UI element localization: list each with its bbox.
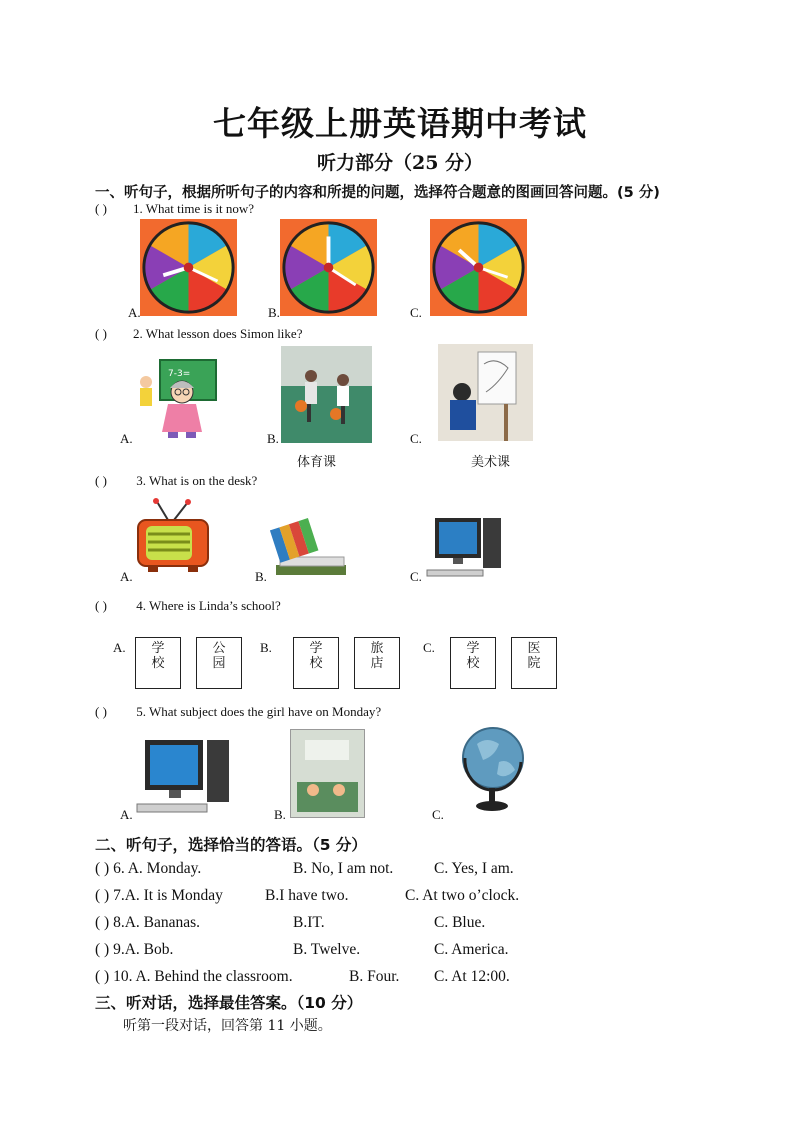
option-label: A. bbox=[128, 305, 141, 320]
question-4 bbox=[95, 598, 281, 614]
question-text: 4. Where is Linda’s school? bbox=[133, 598, 281, 613]
clock-icon bbox=[280, 219, 377, 316]
option-label: B. bbox=[274, 807, 286, 822]
clock-icon bbox=[140, 219, 237, 316]
answer-row-7-b: B.I have two. bbox=[265, 887, 349, 904]
books-icon bbox=[270, 517, 350, 579]
option-label: C. bbox=[410, 305, 422, 320]
option-label: B. bbox=[267, 431, 279, 446]
option-label: B. bbox=[260, 640, 272, 655]
page-subtitle: 听力部分（25 分） bbox=[316, 152, 484, 174]
caption-pe: 体育课 bbox=[297, 455, 337, 470]
option-label: B. bbox=[255, 569, 267, 584]
caption-art: 美术课 bbox=[471, 455, 511, 470]
place-box-park: 公 园 bbox=[196, 637, 242, 689]
question-text: 5. What subject does the girl have on Monday? bbox=[133, 704, 382, 719]
question-text: 1. What time is it now? bbox=[133, 201, 255, 216]
answer-row-6-a: ( ) 6. A. Monday. bbox=[95, 860, 202, 877]
book-cover-icon bbox=[291, 730, 364, 817]
option-label: A. bbox=[120, 569, 133, 584]
section-3-heading: 三、听对话，选择最佳答案。（10 分） bbox=[95, 994, 363, 1012]
section-1-heading: 一、听句子，根据所听句子的内容和所提的问题，选择符合题意的图画回答问题。(5 分) bbox=[95, 185, 660, 201]
answer-row-9-a: ( ) 9.A. Bob. bbox=[95, 941, 174, 958]
answer-row-8-a: ( ) 8.A. Bananas. bbox=[95, 914, 201, 931]
answer-row-8-b: B.IT. bbox=[293, 914, 325, 931]
question-2 bbox=[95, 326, 302, 342]
computer-image bbox=[425, 516, 507, 580]
question-text: 3. What is on the desk? bbox=[133, 473, 258, 488]
chinese-book-image bbox=[290, 729, 365, 818]
option-label: A. bbox=[120, 431, 133, 446]
answer-row-6-c: C. Yes, I am. bbox=[434, 860, 514, 877]
place-box-hotel: 旅 店 bbox=[354, 637, 400, 689]
option-label: A. bbox=[120, 807, 133, 822]
teacher-icon bbox=[132, 352, 222, 442]
globe-image bbox=[455, 722, 535, 814]
answer-row-10-a: ( ) 10. A. Behind the classroom. bbox=[95, 968, 293, 985]
answer-blank[interactable]: ( ) bbox=[95, 704, 107, 719]
svg-text:7-3=: 7-3= bbox=[168, 369, 191, 379]
answer-row-8-c: C. Blue. bbox=[434, 914, 486, 931]
clock-image-a bbox=[140, 219, 237, 316]
art-class-photo bbox=[438, 344, 533, 441]
question-1 bbox=[95, 201, 254, 217]
answer-blank[interactable]: ( ) bbox=[95, 473, 107, 488]
clock-image-c bbox=[430, 219, 527, 316]
basketball-icon bbox=[281, 346, 372, 443]
section-3-instruction: 听第一段对话，回答第 11 小题。 bbox=[123, 1018, 332, 1034]
option-label: C. bbox=[423, 640, 435, 655]
page-title: 七年级上册英语期中考试 bbox=[213, 104, 587, 143]
globe-icon bbox=[455, 722, 535, 814]
answer-row-9-b: B. Twelve. bbox=[293, 941, 361, 958]
option-label: B. bbox=[268, 305, 280, 320]
clock-icon bbox=[430, 219, 527, 316]
option-label: A. bbox=[113, 640, 126, 655]
place-box-school: 学 校 bbox=[135, 637, 181, 689]
answer-row-10-b: B. Four. bbox=[349, 968, 400, 985]
answer-row-10-c: C. At 12:00. bbox=[434, 968, 510, 985]
place-box-school: 学 校 bbox=[293, 637, 339, 689]
tv-image bbox=[134, 498, 212, 576]
books-image bbox=[270, 517, 350, 579]
question-5 bbox=[95, 704, 381, 720]
pe-class-photo bbox=[281, 346, 372, 443]
clock-image-b bbox=[280, 219, 377, 316]
answer-blank[interactable]: ( ) bbox=[95, 201, 107, 216]
answer-blank[interactable]: ( ) bbox=[95, 598, 107, 613]
question-3 bbox=[95, 473, 257, 489]
question-text: 2. What lesson does Simon like? bbox=[133, 326, 303, 341]
answer-row-9-c: C. America. bbox=[434, 941, 509, 958]
answer-row-7-c: C. At two o’clock. bbox=[405, 887, 520, 904]
option-label: C. bbox=[432, 807, 444, 822]
answer-blank[interactable]: ( ) bbox=[95, 326, 107, 341]
answer-row-7-a: ( ) 7.A. It is Monday bbox=[95, 887, 223, 904]
tv-icon bbox=[134, 498, 212, 576]
place-box-hospital: 医 院 bbox=[511, 637, 557, 689]
teacher-image bbox=[132, 352, 222, 442]
place-box-school: 学 校 bbox=[450, 637, 496, 689]
section-2-heading: 二、听句子，选择恰当的答语。（5 分） bbox=[95, 836, 367, 854]
painting-icon bbox=[438, 344, 533, 441]
option-label: C. bbox=[410, 431, 422, 446]
answer-row-6-b: B. No, I am not. bbox=[293, 860, 394, 877]
option-label: C. bbox=[410, 569, 422, 584]
computer-image-large bbox=[135, 738, 235, 818]
computer-icon bbox=[135, 738, 235, 818]
computer-icon bbox=[425, 516, 507, 580]
